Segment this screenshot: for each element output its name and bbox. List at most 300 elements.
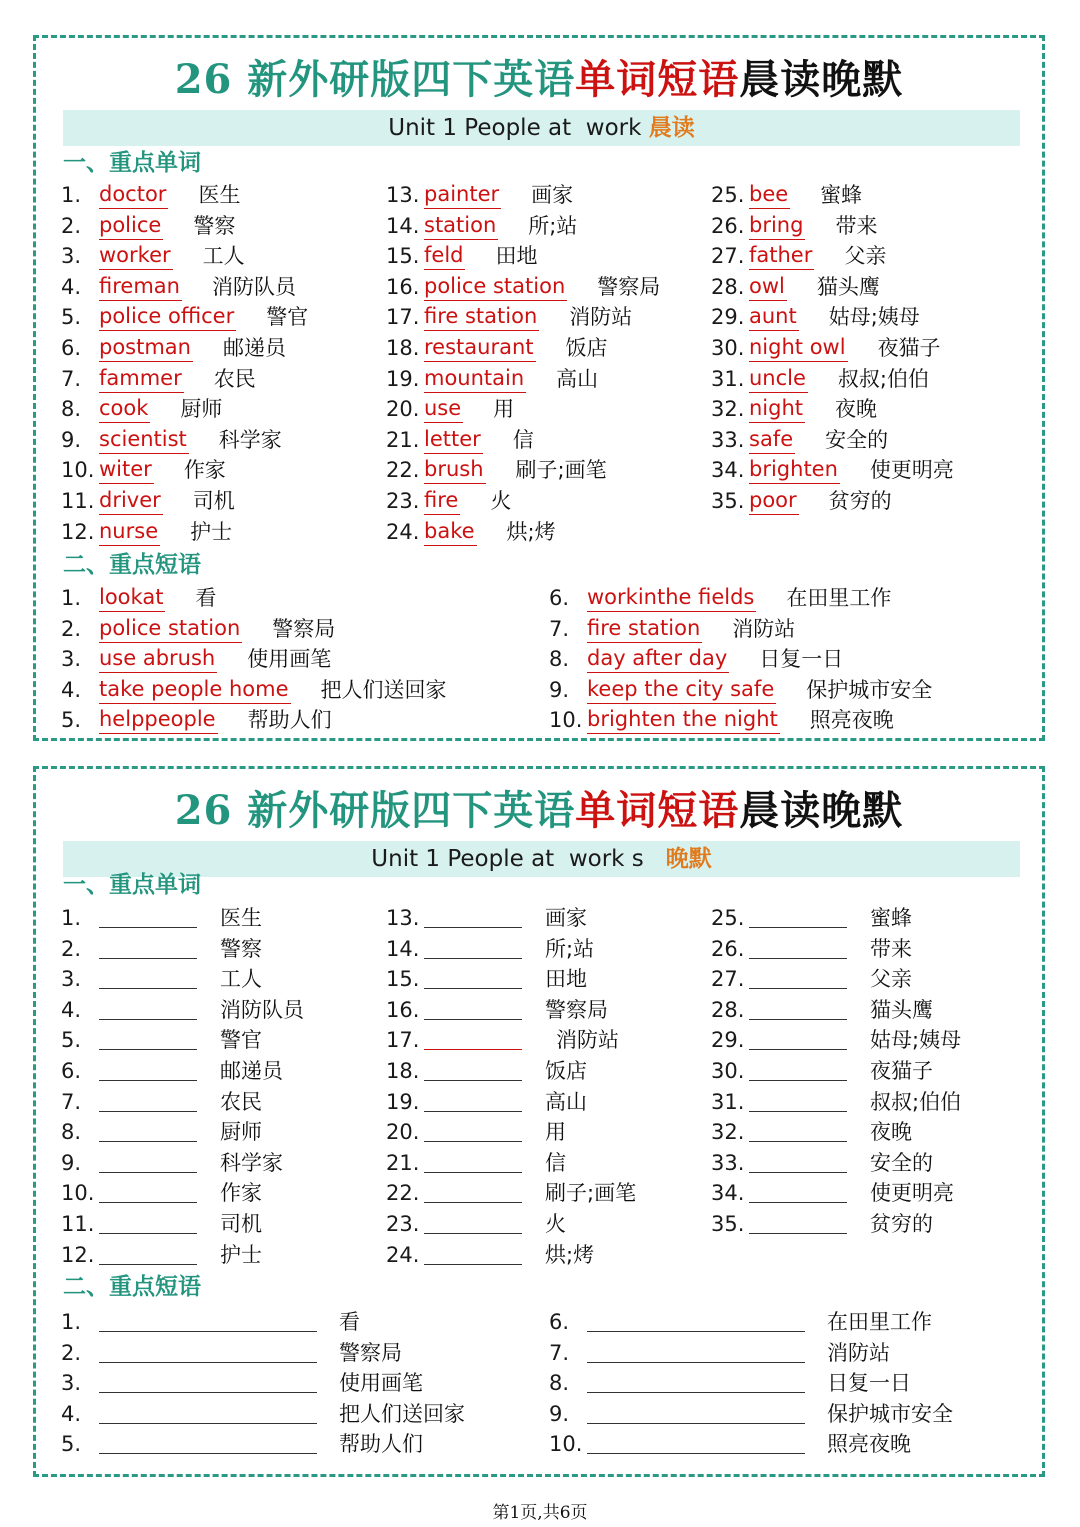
phrase-item [61, 1368, 423, 1398]
answer-blank[interactable] [749, 1049, 847, 1050]
word-english: fireman [99, 272, 182, 301]
word-chinese: 农民 [220, 1089, 262, 1114]
word-english: fire station [424, 302, 539, 331]
answer-blank[interactable] [424, 1202, 522, 1203]
word-chinese: 饭店 [545, 1059, 587, 1083]
phrase-english: police station [99, 614, 242, 643]
item-number: 18. [386, 336, 420, 360]
item-number: 7. [61, 366, 82, 391]
word-chinese: 工人 [202, 244, 245, 269]
word-chinese: 消防站 [569, 305, 633, 330]
word-chinese: 司机 [220, 1212, 262, 1236]
answer-blank[interactable] [99, 1080, 197, 1081]
item-number: 27. [711, 244, 745, 269]
word-item [386, 964, 587, 994]
item-number: 3. [61, 647, 82, 672]
unit-bar [63, 110, 1020, 146]
title-part-b: 单词短语 [575, 787, 740, 834]
word-chinese: 带来 [870, 936, 912, 961]
phrase-item [549, 644, 844, 674]
word-item [386, 1056, 587, 1086]
word-item [386, 1087, 587, 1117]
word-english: police [99, 211, 163, 240]
word-item [61, 903, 262, 933]
answer-blank[interactable] [749, 1080, 847, 1081]
word-item [386, 1148, 566, 1178]
word-chinese: 叔叔;伯伯 [837, 366, 929, 391]
item-number: 30. [711, 336, 745, 360]
word-item [711, 995, 933, 1025]
item-number: 35. [711, 489, 745, 513]
answer-blank[interactable] [424, 1264, 522, 1265]
answer-blank[interactable] [749, 1202, 847, 1203]
phrase-item [61, 1307, 360, 1337]
answer-blank[interactable] [424, 988, 522, 989]
item-number: 22. [386, 458, 420, 483]
word-english: postman [99, 333, 193, 362]
word-english: use [424, 394, 463, 423]
word-item [61, 1056, 283, 1086]
item-number: 14. [386, 213, 420, 238]
item-number: 31. [711, 366, 745, 391]
answer-blank[interactable] [424, 958, 522, 959]
word-english: witer [99, 455, 154, 484]
word-item [61, 241, 245, 271]
answer-blank[interactable] [749, 927, 847, 928]
answer-blank[interactable] [749, 1233, 847, 1234]
answer-blank[interactable] [99, 1111, 197, 1112]
answer-blank[interactable] [99, 1202, 197, 1203]
phrase-item [549, 675, 933, 705]
word-item [711, 1178, 954, 1208]
word-chinese: 夜晚 [870, 1120, 912, 1145]
word-english: feld [424, 241, 465, 270]
word-english: doctor [99, 180, 168, 209]
word-english: uncle [749, 364, 808, 393]
word-item [386, 1178, 637, 1208]
word-item [61, 211, 236, 241]
item-number: 7. [549, 1340, 570, 1365]
answer-blank[interactable] [99, 1423, 317, 1424]
answer-blank[interactable] [749, 958, 847, 959]
answer-blank[interactable] [749, 1019, 847, 1020]
item-number: 15. [386, 967, 420, 992]
phrase-chinese: 日复一日 [759, 647, 844, 672]
word-chinese: 警察 [220, 936, 262, 961]
unit-tag: 晚默 [665, 846, 712, 872]
item-number: 9. [61, 1150, 82, 1175]
item-number: 12. [61, 519, 95, 544]
word-item [61, 180, 241, 210]
word-english: restaurant [424, 333, 536, 362]
answer-blank[interactable] [99, 1453, 317, 1454]
unit-bar [63, 841, 1020, 877]
phrase-item [61, 705, 332, 735]
word-item [711, 180, 863, 210]
word-chinese: 画家 [545, 906, 587, 930]
answer-blank[interactable] [99, 1362, 317, 1363]
word-chinese: 用 [545, 1120, 566, 1145]
item-number: 4. [61, 677, 82, 702]
word-chinese: 画家 [531, 183, 574, 207]
phrase-chinese: 把人们送回家 [339, 1401, 465, 1426]
word-item [711, 1148, 933, 1178]
phrase-chinese: 在田里工作 [786, 586, 892, 610]
word-chinese: 消防队员 [211, 274, 296, 299]
word-english: mountain [424, 364, 526, 393]
word-english: worker [99, 241, 173, 270]
word-item [61, 1087, 262, 1117]
word-chinese: 安全的 [870, 1150, 933, 1175]
phrase-english: brighten the night [587, 705, 780, 734]
word-english: letter [424, 425, 483, 454]
item-number: 2. [61, 213, 82, 238]
word-chinese: 贫穷的 [828, 489, 892, 513]
item-number: 31. [711, 1089, 745, 1114]
item-number: 14. [386, 936, 420, 961]
answer-blank[interactable] [749, 988, 847, 989]
word-item [61, 455, 226, 485]
answer-blank[interactable] [99, 1233, 197, 1234]
word-chinese: 作家 [183, 458, 226, 483]
answer-blank[interactable] [99, 1141, 197, 1142]
word-item [61, 517, 233, 547]
item-number: 24. [386, 519, 420, 544]
word-chinese: 厨师 [220, 1120, 262, 1145]
title-part-a: 26 新外研版四下英语 [174, 787, 576, 834]
item-number: 23. [386, 489, 420, 513]
phrase-english: use abrush [99, 644, 217, 673]
item-number: 8. [549, 647, 570, 672]
word-chinese: 高山 [556, 366, 599, 391]
word-english: police station [424, 272, 567, 301]
word-chinese: 安全的 [825, 427, 889, 452]
item-number: 7. [549, 616, 570, 641]
item-number: 33. [711, 1150, 745, 1175]
word-english: night [749, 394, 805, 423]
words-heading: 一、重点单词 [63, 150, 201, 176]
item-number: 34. [711, 458, 745, 483]
answer-blank[interactable] [99, 958, 197, 959]
word-item [386, 364, 599, 394]
title-part-a: 26 新外研版四下英语 [174, 56, 576, 103]
word-chinese: 信 [512, 427, 534, 452]
word-chinese: 蜜蜂 [820, 183, 863, 207]
phrase-item [61, 1429, 423, 1459]
item-number: 2. [61, 1340, 82, 1365]
item-number: 8. [549, 1371, 570, 1396]
word-chinese: 饭店 [565, 336, 608, 360]
word-english: bring [749, 211, 805, 240]
word-chinese: 火 [490, 489, 512, 513]
item-number: 30. [711, 1059, 745, 1083]
phrase-chinese: 照亮夜晚 [809, 708, 894, 733]
word-chinese: 烘;烤 [545, 1242, 595, 1267]
word-chinese: 使更明亮 [870, 1181, 954, 1206]
phrase-chinese: 在田里工作 [827, 1310, 932, 1334]
word-english: station [424, 211, 498, 240]
word-item [711, 302, 920, 332]
phrase-chinese: 日复一日 [827, 1371, 911, 1396]
phrase-item [61, 1338, 402, 1368]
unit-label: Unit 1 People at work s [371, 846, 666, 872]
word-item [711, 425, 889, 455]
word-item [386, 1025, 619, 1055]
phrase-chinese: 消防站 [732, 616, 796, 641]
item-number: 17. [386, 1028, 420, 1053]
word-item [711, 1087, 962, 1117]
item-number: 3. [61, 967, 82, 992]
word-english: fammer [99, 364, 184, 393]
item-number: 34. [711, 1181, 745, 1206]
word-item [711, 241, 887, 271]
answer-blank[interactable] [587, 1362, 805, 1363]
word-english: bake [424, 517, 477, 546]
word-chinese: 邮递员 [223, 336, 286, 360]
phrase-item [549, 1338, 890, 1368]
item-number: 20. [386, 1120, 420, 1145]
item-number: 10. [549, 708, 583, 733]
answer-blank[interactable] [424, 1049, 522, 1050]
word-item [386, 486, 512, 516]
answer-blank[interactable] [749, 1141, 847, 1142]
answer-blank[interactable] [424, 1080, 522, 1081]
item-number: 7. [61, 1089, 82, 1114]
word-english: painter [424, 180, 501, 209]
phrase-english: workinthe fields [587, 583, 756, 612]
word-item [386, 995, 608, 1025]
answer-blank[interactable] [99, 1392, 317, 1393]
item-number: 2. [61, 936, 82, 961]
answer-blank[interactable] [587, 1423, 805, 1424]
word-item [61, 425, 282, 455]
answer-blank[interactable] [99, 927, 197, 928]
phrase-chinese: 使用画笔 [339, 1371, 423, 1396]
word-english: driver [99, 486, 163, 515]
word-english: scientist [99, 425, 189, 454]
item-number: 6. [549, 586, 570, 610]
item-number: 10. [61, 458, 95, 483]
phrase-item [61, 644, 332, 674]
word-item [386, 241, 538, 271]
answer-blank[interactable] [587, 1392, 805, 1393]
word-item [386, 272, 661, 302]
word-item [386, 903, 587, 933]
word-item [61, 272, 296, 302]
word-item [61, 394, 223, 424]
word-chinese: 父亲 [870, 967, 912, 992]
word-chinese: 警官 [266, 305, 309, 330]
word-chinese: 叔叔;伯伯 [870, 1089, 962, 1114]
word-chinese: 医生 [220, 906, 262, 930]
word-english: cook [99, 394, 150, 423]
word-item [61, 302, 309, 332]
title-part-b: 单词短语 [575, 56, 740, 103]
item-number: 18. [386, 1059, 420, 1083]
item-number: 20. [386, 397, 420, 422]
item-number: 6. [61, 1059, 82, 1083]
word-chinese: 警察局 [545, 997, 608, 1022]
answer-blank[interactable] [749, 1172, 847, 1173]
item-number: 6. [61, 336, 82, 360]
word-chinese: 夜猫子 [877, 336, 941, 360]
word-item [61, 1209, 262, 1239]
word-chinese: 姑母;姨母 [870, 1028, 962, 1053]
phrase-english: day after day [587, 644, 729, 673]
word-item [386, 934, 595, 964]
phrase-chinese: 警察局 [339, 1340, 402, 1365]
title-part-c: 晨读晚默 [739, 787, 904, 834]
word-english: brighten [749, 455, 840, 484]
item-number: 19. [386, 366, 420, 391]
page-title [36, 785, 1042, 837]
item-number: 21. [386, 427, 420, 452]
word-chinese: 警官 [220, 1028, 262, 1053]
item-number: 9. [549, 677, 570, 702]
word-chinese: 所;站 [528, 213, 578, 238]
word-item [61, 1178, 262, 1208]
word-chinese: 使更明亮 [869, 458, 954, 483]
word-item [386, 1209, 566, 1239]
title-part-c: 晨读晚默 [739, 56, 904, 103]
phrase-chinese: 看 [339, 1310, 360, 1334]
item-number: 8. [61, 1120, 82, 1145]
answer-blank[interactable] [99, 988, 197, 989]
answer-blank[interactable] [424, 1141, 522, 1142]
page-footer: 第1页,共6页 [492, 1503, 588, 1523]
answer-blank[interactable] [424, 1111, 522, 1112]
word-chinese: 烘;烤 [506, 519, 556, 544]
answer-blank[interactable] [424, 1019, 522, 1020]
word-chinese: 父亲 [844, 244, 887, 269]
phrase-chinese: 保护城市安全 [827, 1401, 953, 1426]
word-item [711, 1025, 962, 1055]
word-item [386, 1117, 566, 1147]
word-chinese: 信 [545, 1150, 566, 1175]
answer-blank[interactable] [99, 1331, 317, 1332]
phrase-chinese: 警察局 [272, 616, 336, 641]
item-number: 9. [61, 427, 82, 452]
item-number: 6. [549, 1310, 570, 1334]
phrase-chinese: 看 [195, 586, 217, 610]
item-number: 3. [61, 244, 82, 269]
item-number: 1. [61, 906, 82, 930]
item-number: 1. [61, 183, 82, 207]
word-item [386, 517, 556, 547]
word-chinese: 厨师 [180, 397, 223, 422]
word-chinese: 猫头鹰 [870, 997, 933, 1022]
answer-blank[interactable] [424, 1233, 522, 1234]
item-number: 35. [711, 1212, 745, 1236]
word-item [61, 934, 262, 964]
answer-blank[interactable] [99, 1049, 197, 1050]
word-chinese: 火 [545, 1212, 566, 1236]
answer-blank[interactable] [424, 927, 522, 928]
item-number: 29. [711, 1028, 745, 1053]
word-item [61, 1240, 262, 1270]
answer-blank[interactable] [749, 1111, 847, 1112]
item-number: 29. [711, 305, 745, 330]
words-heading: 一、重点单词 [63, 872, 201, 898]
phrases-heading: 二、重点短语 [63, 1274, 201, 1300]
phrase-item [549, 614, 796, 644]
item-number: 25. [711, 906, 745, 930]
word-item [61, 486, 235, 516]
phrases-heading: 二、重点短语 [63, 552, 201, 578]
item-number: 15. [386, 244, 420, 269]
word-chinese: 姑母;姨母 [828, 305, 920, 330]
phrase-chinese: 把人们送回家 [320, 677, 447, 702]
word-chinese: 科学家 [218, 427, 282, 452]
item-number: 10. [549, 1432, 583, 1457]
phrase-item [549, 1429, 911, 1459]
item-number: 13. [386, 183, 420, 207]
word-item [61, 1148, 283, 1178]
morning-card [33, 35, 1045, 741]
word-english: owl [749, 272, 787, 301]
answer-blank[interactable] [99, 1019, 197, 1020]
phrase-item [61, 675, 447, 705]
item-number: 26. [711, 213, 745, 238]
item-number: 24. [386, 1242, 420, 1267]
item-number: 19. [386, 1089, 420, 1114]
evening-card [33, 766, 1045, 1477]
word-item [711, 333, 941, 363]
phrase-item [549, 1399, 953, 1429]
item-number: 4. [61, 997, 82, 1022]
word-chinese: 作家 [220, 1181, 262, 1206]
word-item [386, 1240, 595, 1270]
word-item [711, 364, 929, 394]
item-number: 10. [61, 1181, 95, 1206]
word-english: poor [749, 486, 799, 515]
word-item [711, 455, 954, 485]
item-number: 5. [61, 708, 82, 733]
unit-tag: 晨读 [648, 115, 695, 141]
item-number: 32. [711, 1120, 745, 1145]
word-chinese: 医生 [198, 183, 241, 207]
item-number: 12. [61, 1242, 95, 1267]
word-item [711, 964, 912, 994]
word-chinese: 带来 [835, 213, 878, 238]
word-item [711, 1209, 933, 1239]
item-number: 27. [711, 967, 745, 992]
item-number: 28. [711, 997, 745, 1022]
word-english: brush [424, 455, 486, 484]
word-english: safe [749, 425, 795, 454]
phrase-chinese: 消防站 [827, 1340, 890, 1365]
answer-blank[interactable] [99, 1172, 197, 1173]
item-number: 9. [549, 1401, 570, 1426]
item-number: 25. [711, 183, 745, 207]
answer-blank[interactable] [424, 1172, 522, 1173]
word-chinese: 田地 [545, 967, 587, 992]
answer-blank[interactable] [587, 1453, 805, 1454]
phrase-chinese: 使用画笔 [247, 647, 332, 672]
word-item [711, 1117, 912, 1147]
word-english: fire [424, 486, 460, 515]
item-number: 16. [386, 997, 420, 1022]
answer-blank[interactable] [587, 1331, 805, 1332]
phrase-english: helppeople [99, 705, 218, 734]
word-english: bee [749, 180, 790, 209]
word-item [386, 394, 515, 424]
item-number: 33. [711, 427, 745, 452]
answer-blank[interactable] [99, 1264, 197, 1265]
item-number: 1. [61, 1310, 82, 1334]
item-number: 5. [61, 1432, 82, 1457]
item-number: 21. [386, 1150, 420, 1175]
